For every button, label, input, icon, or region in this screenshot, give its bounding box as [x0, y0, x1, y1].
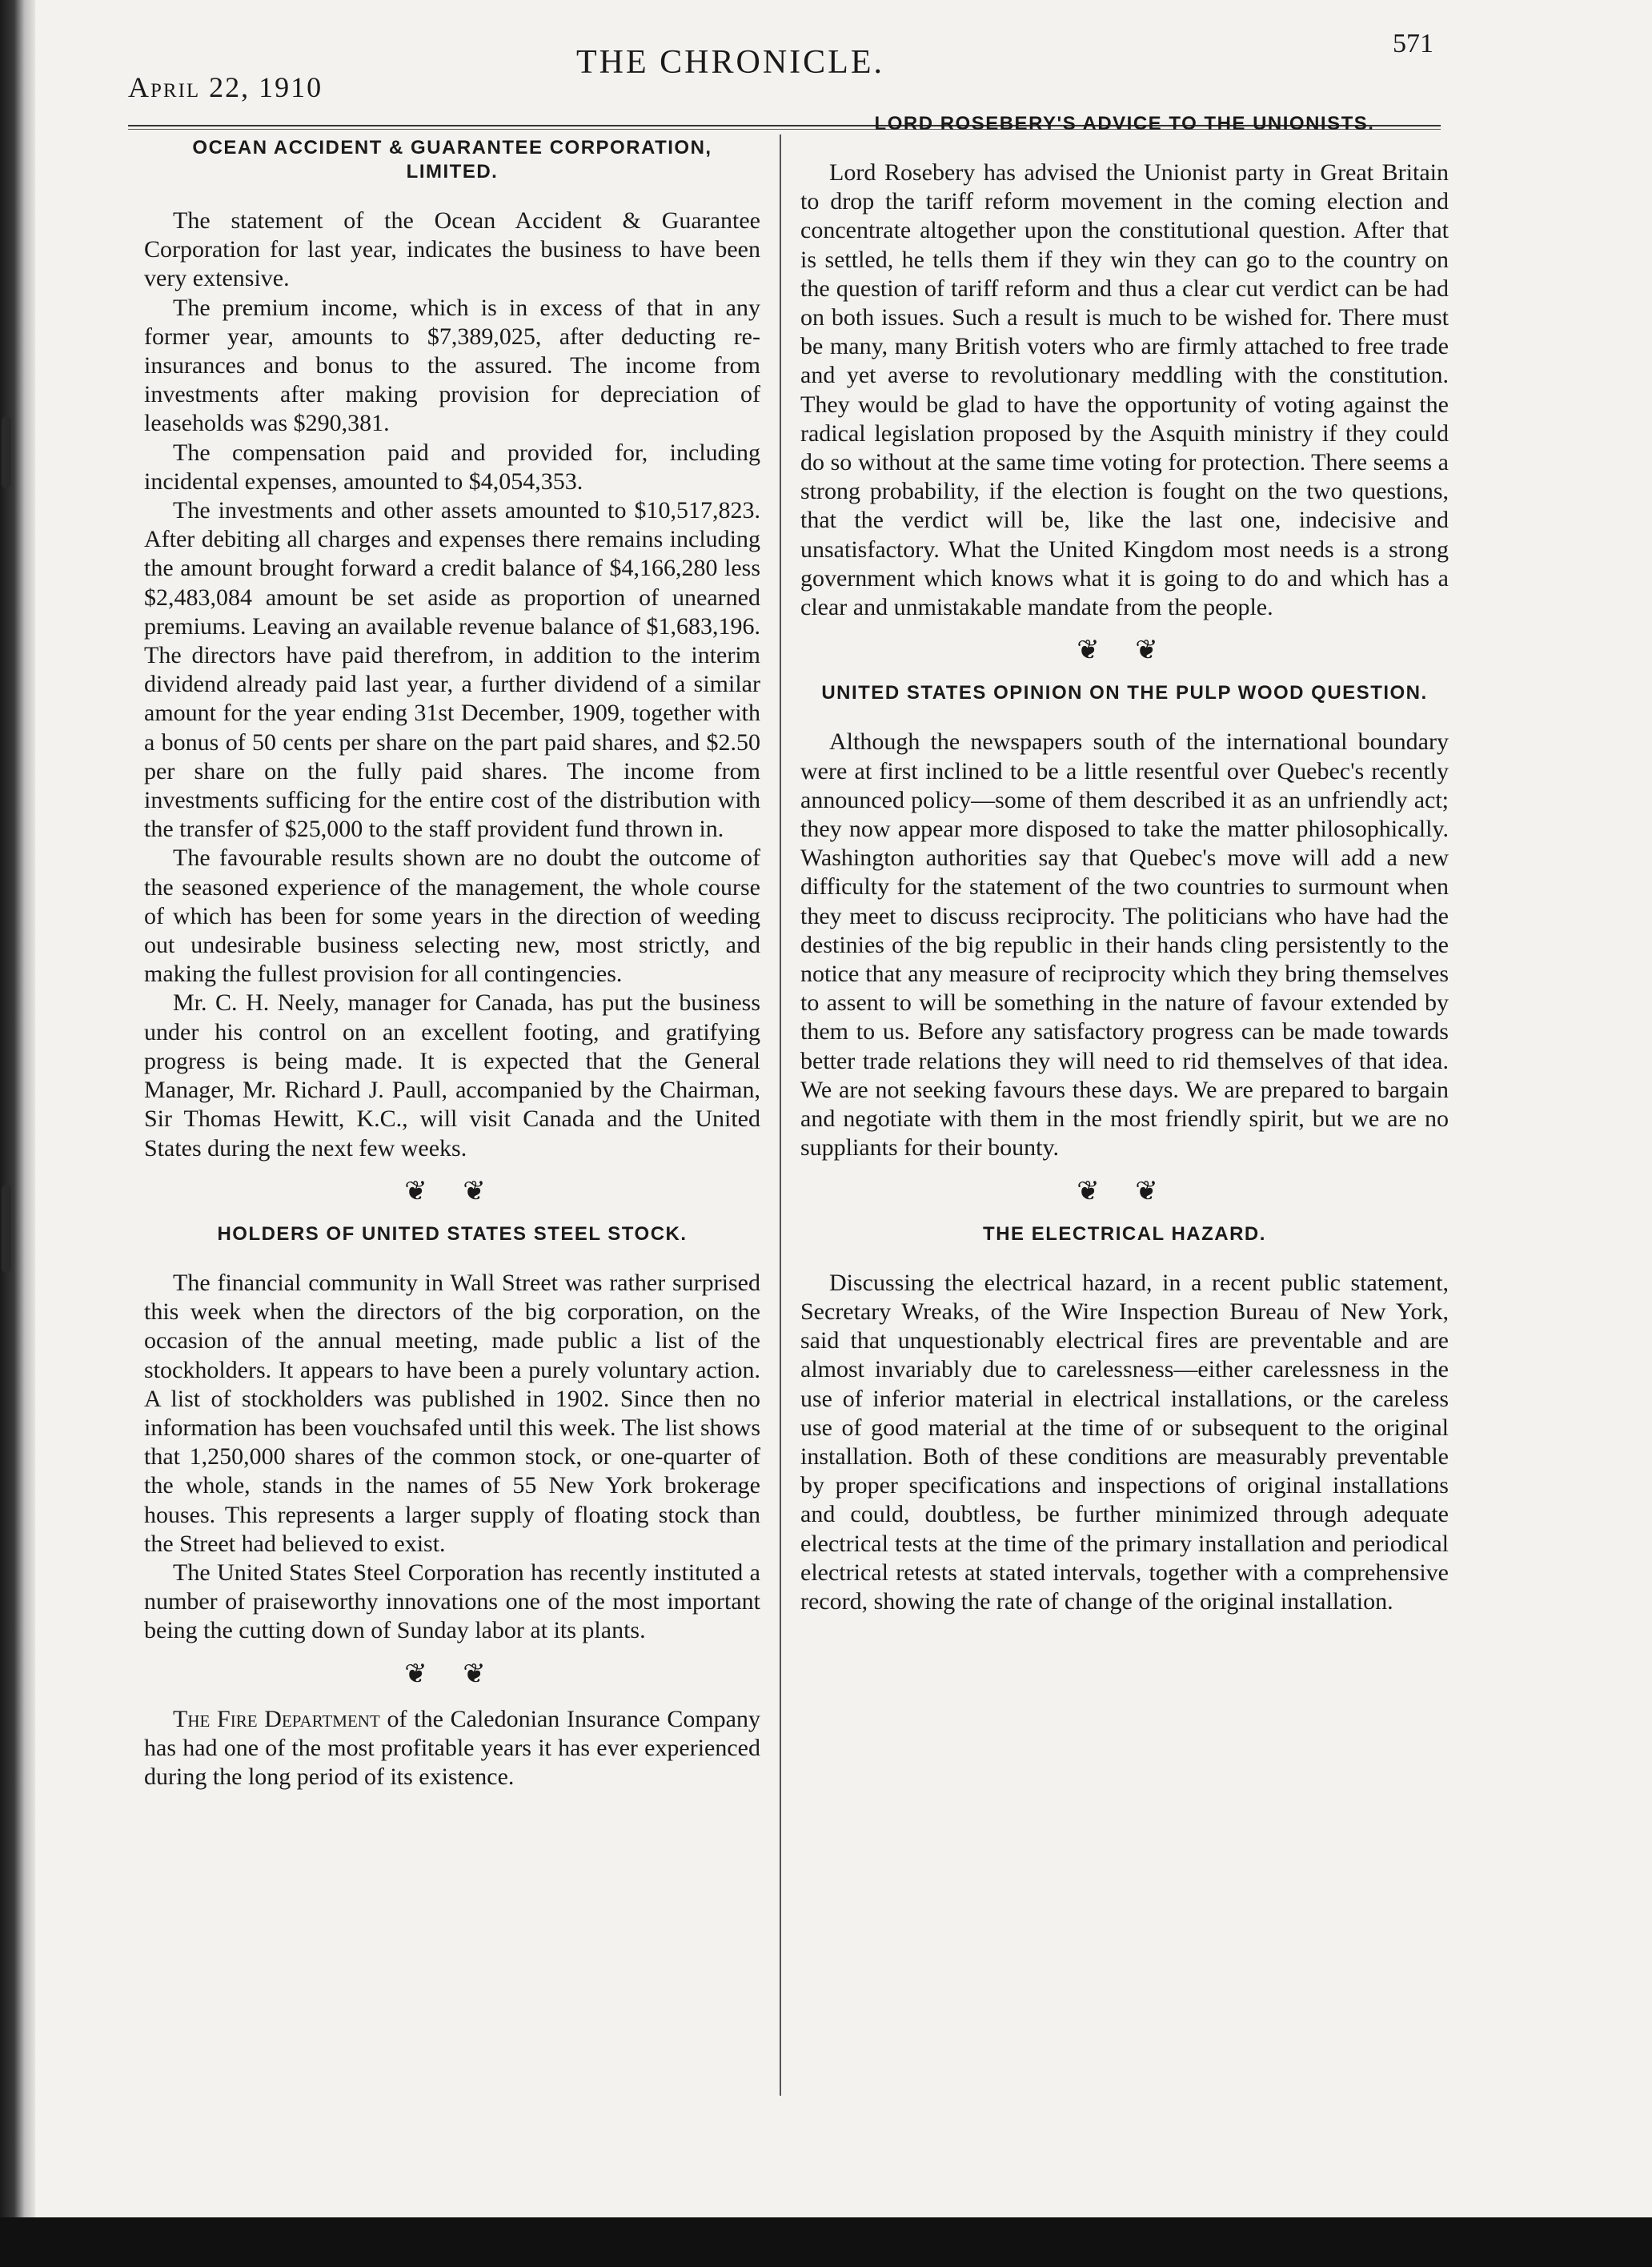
article-paragraph	[144, 1705, 760, 1792]
publication-title: THE CHRONICLE.	[576, 44, 884, 81]
binding-edge	[0, 0, 35, 2217]
binding-hole	[2, 1185, 11, 1273]
section-ornament: ❦ ❦	[1077, 636, 1173, 666]
article-rosebery	[800, 112, 1449, 622]
article-heading: LORD ROSEBERY'S ADVICE TO THE UNIONISTS.	[874, 113, 1375, 134]
article-ocean-accident	[144, 136, 760, 1163]
section-ornament: ❦ ❦	[1077, 1176, 1173, 1206]
article-paragraph: The investments and other assets amounted to $10,517,823. After debiting all charges and expenses there remains including the amount brought forward a credit balance of $4,166,280 less $2,483,084 amount be set aside as proportion of unearned premiums. Leaving an available revenue balance of $1,683,196. The directors have paid therefrom, in addition to the interim dividend already paid last year, a further dividend of a similar amount for the year ending 31st December, 1909, together with a bonus of 50 cents per share on the part paid shares, and $2.50 per share on the fully paid shares. The income from investments sufficing for the entire cost of the distribution with the transfer of $25,000 to the staff provident fund thrown in.	[144, 497, 760, 843]
article-paragraph: The United States Steel Corporation has recently instituted a number of praiseworthy innovations one of the most important being the cutting down of Sunday labor at its plants.	[144, 1559, 760, 1644]
article-paragraph: The compensation paid and provided for, including incidental expenses, amounted to $4,054,353.	[144, 439, 760, 495]
article-paragraph: The favourable results shown are no doubt the outcome of the seasoned experience of the management, the whole course of which has been for some years in the direction of weeding out undesirable business selecting new, most strictly, and making the fullest provision for all contingencies.	[144, 845, 760, 988]
article-paragraph: Lord Rosebery has advised the Unionist party in Great Britain to drop the tariff reform movement in the coming election and concentrate altogether upon the constitutional question. After that is settled, he tells them if they win they can go to the country on the question of tariff reform and thus a clear cut verdict can be had on both issues. Such a result is much to be wished for. There must be many, many British voters who are firmly attached to free trade and yet averse to revolutionary meddling with the constitution. They would be glad to have the opportunity of voting against the radical legislation proposed by the Asquith ministry if they could do so without at the same time voting for protection. There seems a strong probability, if the election is fought on the two questions, that the verdict will be, like the last one, indecisive and unsatisfactory. What the United Kingdom most needs is a strong government which knows what it is going to do and which has a clear and unmistakable mandate from the people.	[800, 159, 1449, 621]
issue-date: April 22, 1910	[128, 71, 323, 103]
right-column	[800, 112, 1449, 1631]
article-paragraph: The statement of the Ocean Accident & Guarantee Corporation for last year, indicates the business to have been very extensive.	[144, 207, 760, 292]
article-electrical-hazard	[800, 1222, 1449, 1616]
article-fire-department	[144, 1705, 760, 1792]
article-paragraph: Although the newspapers south of the international boundary were at first inclined to be a little resentful over Quebec's recently announced policy—some of them described it as an unfriendly act; they now appear more disposed to take the matter philosophically. Washington authorities say that Quebec's move will add a new difficulty for the statement of the two countries to surmount when they meet to discuss reciprocity. The politicians who have had the destinies of the big republic in their hands cling persistently to the notice that any measure of reciprocity which they bring themselves to assent to will be something in the nature of favour extended by them to us. Before any satisfactory progress can be made towards better trade relations they will need to rid themselves of that idea. We are not seeking favours these days. We are prepared to bargain and negotiate with them in the most friendly spirit, but we are no suppliants for their bounty.	[800, 728, 1449, 1162]
article-heading: HOLDERS OF UNITED STATES STEEL STOCK.	[217, 1222, 688, 1245]
section-ornament: ❦ ❦	[404, 1659, 500, 1689]
column-divider	[780, 134, 781, 2096]
section-ornament: ❦ ❦	[404, 1176, 500, 1206]
page-number: 571	[1393, 29, 1433, 58]
article-pulp-wood	[800, 681, 1449, 1162]
article-heading: UNITED STATES OPINION ON THE PULP WOOD QUESTION.	[821, 682, 1428, 704]
lead-in: The Fire Department	[173, 1705, 380, 1732]
article-heading: OCEAN ACCIDENT & GUARANTEE CORPORATION, LIMITED.	[192, 137, 712, 183]
article-paragraph: The financial community in Wall Street was rather surprised this week when the directors of the big corporation, on the occasion of the annual meeting, made public a list of the stockholders. It appears to have been a purely voluntary action. A list of stockholders was published in 1902. Since then no information has been vouchsafed until this week. The list shows that 1,250,000 shares of the common stock, or one-quarter of the whole, stands in the names of 55 New York brokerage houses. This represents a larger supply of floating stock than the Street had believed to exist.	[144, 1269, 760, 1557]
article-paragraph: Mr. C. H. Neely, manager for Canada, has put the business under his control on an excellent footing, and gratifying progress is being made. It is expected that the General Manager, Mr. Richard J. Paull, accompanied by the Chairman, Sir Thomas Hewitt, K.C., will visit Canada and the United States during the next few weeks.	[144, 989, 760, 1162]
article-paragraph: The premium income, which is in excess of that in any former year, amounts to $7,389,025, after deducting re-insurances and bonus to the assured. The income from investments after making provision for depreciation of leaseholds was $290,381.	[144, 294, 760, 437]
running-head	[128, 29, 1457, 106]
paragraph-text: of the Caledonian Insurance Company has had one of the most profitable years it has ever experienced during the long period of its existence.	[144, 1705, 760, 1791]
binding-hole	[2, 416, 11, 488]
article-paragraph: Discussing the electrical hazard, in a recent public statement, Secretary Wreaks, of the Wire Inspection Bureau of New York, said that unquestionably electrical fires are preventable and are almost invariably due to carelessness—either carelessness in the use of inferior material in electrical installations, or the careless use of good material at the time of or subsequent to the original installation. Both of these conditions are measurably preventable by proper specifications and inspections of original installations and could, doubtless, be further minimized through adequate electrical tests at the time of the primary installation and periodical electrical retests at stated intervals, together with a comprehensive record, showing the rate of change of the original installation.	[800, 1269, 1449, 1615]
left-column	[144, 136, 760, 1806]
article-heading: THE ELECTRICAL HAZARD.	[983, 1222, 1266, 1245]
article-us-steel	[144, 1222, 760, 1646]
